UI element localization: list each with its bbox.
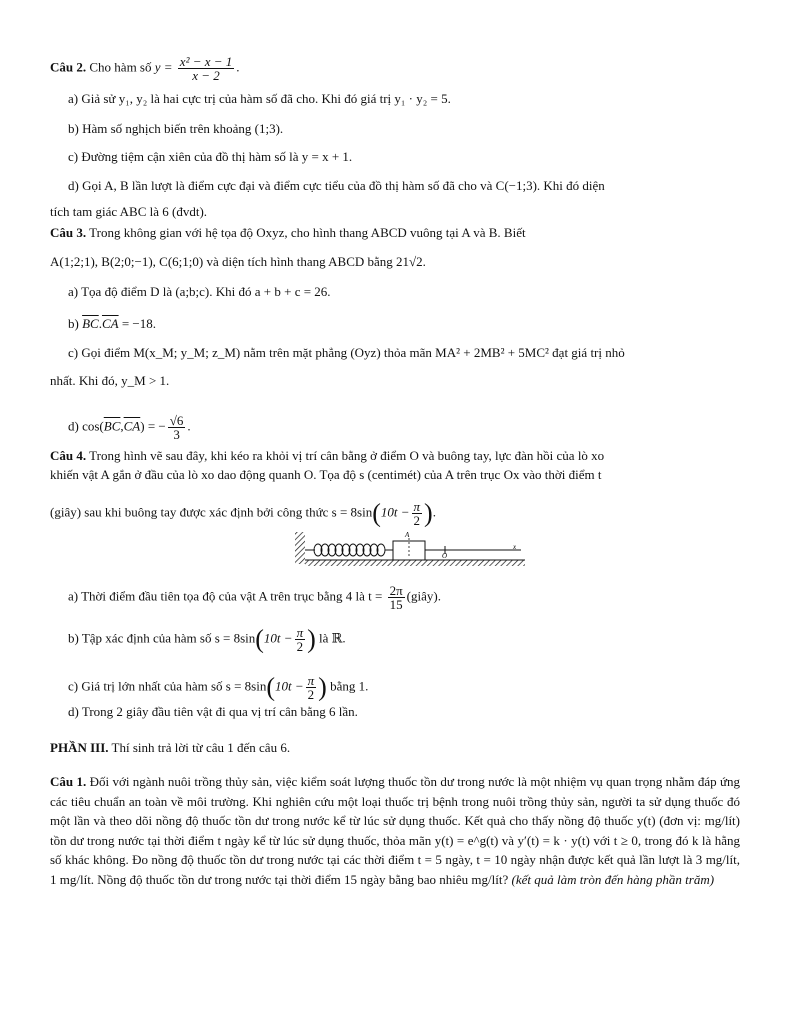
q4c-inner: 10t − xyxy=(275,678,304,694)
pi: π xyxy=(413,499,421,514)
question-2-a: a) Giả sử y₁, y₂ là hai cực trị của hàm số đã cho. Khi đó giá trị y₁ · y₂ = 5. xyxy=(68,91,451,106)
question-2-d-cont: tích tam giác ABC là 6 (đvdt). xyxy=(50,204,208,219)
question-1-note: (kết quả làm tròn đến hàng phần trăm) xyxy=(511,871,715,887)
q4b-inner: 10t − xyxy=(263,630,293,646)
question-3-b xyxy=(68,316,156,332)
q4a-den: 15 xyxy=(389,597,403,612)
q4a-suffix: (giây). xyxy=(406,588,441,604)
question-3-label: Câu 3. xyxy=(50,225,87,240)
function-end: . xyxy=(236,59,240,75)
question-3-stem xyxy=(50,225,526,241)
question-3-d xyxy=(68,414,191,441)
question-2-intro: Cho hàm số xyxy=(89,59,152,75)
end-dot: . xyxy=(187,418,191,434)
spring-figure xyxy=(295,528,525,572)
question-4-b: b) Tập xác định của hàm số s = 8sin(10t − $\frac{\pi}{2}$ ) là ℝ. xyxy=(68,624,346,654)
question-4-formula: (giây) sau khi buông tay được xác định bởi công thức s = 8sin(10t − $\frac{\pi}{2}$ ). xyxy=(50,498,436,528)
q4c-pi-over-2 xyxy=(306,674,317,701)
question-2-c: c) Đường tiệm cận xiên của đồ thị hàm số là y = x + 1. xyxy=(68,149,353,164)
question-2-b: b) Hàm số nghịch biến trên khoảng (1;3). xyxy=(68,121,284,136)
question-4-a xyxy=(68,584,441,611)
q4c-prefix: c) Giá trị lớn nhất của hàm số s = 8sin xyxy=(68,678,267,694)
spring-coil xyxy=(305,544,393,556)
function-denominator: x − 2 xyxy=(192,68,220,83)
vector-bc-2: $\overline{BC}$ xyxy=(103,418,121,434)
question-3-text: Trong không gian với hệ tọa độ Oxyz, cho hình thang ABCD vuông tại A và B. Biết xyxy=(89,225,526,240)
vector-ca: $\overline{CA}$ xyxy=(101,316,119,331)
question-3-b-value: = −18. xyxy=(118,316,157,331)
two: 2 xyxy=(413,513,421,528)
q4a-prefix: a) Thời điểm đầu tiên tọa độ của vật A trên trục bằng 4 là t = xyxy=(68,588,383,604)
label-x: x xyxy=(513,543,517,551)
function-numerator: x² − x − 1 xyxy=(179,54,233,69)
question-3-points: A(1;2;1), B(2;0;−1), C(6;1;0) và diện tích hình thang ABCD bằng 21√2. xyxy=(50,254,426,269)
formula-inner: 10t − xyxy=(380,504,410,520)
question-2-stem xyxy=(50,55,240,82)
question-4-text-2: khiến vật A gắn ở đầu của lò xo dao động quanh O. Tọa độ s (centimét) của A trên trục Ox vào thời điểm t xyxy=(50,467,602,482)
label-o: O xyxy=(442,552,448,560)
question-1-paragraph xyxy=(50,772,740,889)
part-3-heading xyxy=(50,740,290,756)
question-4-c: c) Giá trị lớn nhất của hàm số s = 8sin(10t − $\frac{\pi}{2}$ ) bằng 1. xyxy=(68,672,369,702)
cos-prefix: d) cos( xyxy=(68,418,104,434)
question-3-b-prefix: b) xyxy=(68,316,79,331)
q4a-fraction xyxy=(388,584,405,611)
part-3-text: Thí sinh trả lời từ câu 1 đến câu 6. xyxy=(111,740,291,755)
frac-num: √6 xyxy=(169,413,184,428)
formula-prefix: (giây) sau khi buông tay được xác định bởi công thức s = 8sin xyxy=(50,504,373,520)
label-a: A xyxy=(405,531,410,539)
function-lhs: y = xyxy=(154,59,173,75)
two: 2 xyxy=(307,687,315,702)
comma: , xyxy=(120,418,124,434)
frac-den: 3 xyxy=(173,427,180,442)
question-4-text: Trong hình vẽ sau đây, khi kéo ra khỏi vị trí cân bằng ở điểm O và buông tay, lực đàn hồi của lò xo xyxy=(89,448,605,463)
question-2-label: Câu 2. xyxy=(50,59,87,75)
pi: π xyxy=(307,673,315,688)
question-4-stem xyxy=(50,448,604,464)
pi-over-2 xyxy=(412,500,423,527)
q4b-pi-over-2 xyxy=(295,626,306,653)
sqrt6-over-3 xyxy=(168,414,186,441)
function-fraction xyxy=(178,55,234,82)
pi: π xyxy=(296,625,304,640)
question-3-a: a) Tọa độ điểm D là (a;b;c). Khi đó a + b + c = 26. xyxy=(68,284,331,299)
vector-ca-2: $\overline{CA}$ xyxy=(123,418,141,434)
dot-operator: . xyxy=(98,316,102,331)
question-4-d: d) Trong 2 giây đầu tiên vật đi qua vị trí cân bằng 6 lần. xyxy=(68,704,358,719)
question-3-c-cont: nhất. Khi đó, y_M > 1. xyxy=(50,373,170,388)
vector-bc: $\overline{BC}$ xyxy=(82,316,99,331)
question-4-label: Câu 4. xyxy=(50,448,87,463)
wall-hatch xyxy=(295,532,305,564)
question-3-c: c) Gọi điểm M(x_M; y_M; z_M) nằm trên mặt phẳng (Oyz) thỏa mãn MA² + 2MB² + 5MC² đạt giá trị nhỏ xyxy=(68,345,625,360)
floor-hatch xyxy=(305,560,525,566)
q4b-suffix: là ℝ. xyxy=(319,630,346,646)
part-3-label: PHẦN III. xyxy=(50,740,109,755)
equals-minus: ) = − xyxy=(140,418,166,434)
q4c-suffix: bằng 1. xyxy=(330,678,369,694)
question-1-label: Câu 1. xyxy=(50,774,87,789)
two: 2 xyxy=(296,639,304,654)
question-1-text: Đối với ngành nuôi trồng thủy sản, việc kiểm soát lượng thuốc tồn dư trong nước là một nhiệm vụ quan trọng nhằm đáp ứng các tiêu chuẩn an toàn về môi trường. Khi nghiên cứu một loại thuốc trị bệnh trong nuôi trồng thủy sản, người ta sử dụng thuốc đó một lần và theo dõi nồng độ thuốc tồn dư trong nước kể từ lúc sử dụng thuốc. Kết quả cho thấy nồng độ thuốc y(t) (đơn vị: mg/lít) tồn dư trong nước tại thời điểm t ngày kể từ lúc sử dụng thuốc, thỏa mãn y(t) = e^g(t) và y′(t) = k · y(t) với t ≥ 0, trong đó k là hằng số khác không. Đo nồng độ thuốc tồn dư trong nước tại các thời điểm t = 5 ngày, t = 10 ngày nhận được kết quả lần lượt là 3 mg/lít, 1 mg/lít. Nồng độ thuốc tồn dư trong nước tại thời điểm 15 ngày bằng bao nhiêu mg/lít? xyxy=(50,774,740,887)
q4b-prefix: b) Tập xác định của hàm số s = 8sin xyxy=(68,630,256,646)
q4a-num: 2π xyxy=(389,583,403,598)
question-2-d: d) Gọi A, B lần lượt là điểm cực đại và điểm cực tiểu của đồ thị hàm số đã cho và C(−1;3). Khi đó diện xyxy=(68,178,605,193)
